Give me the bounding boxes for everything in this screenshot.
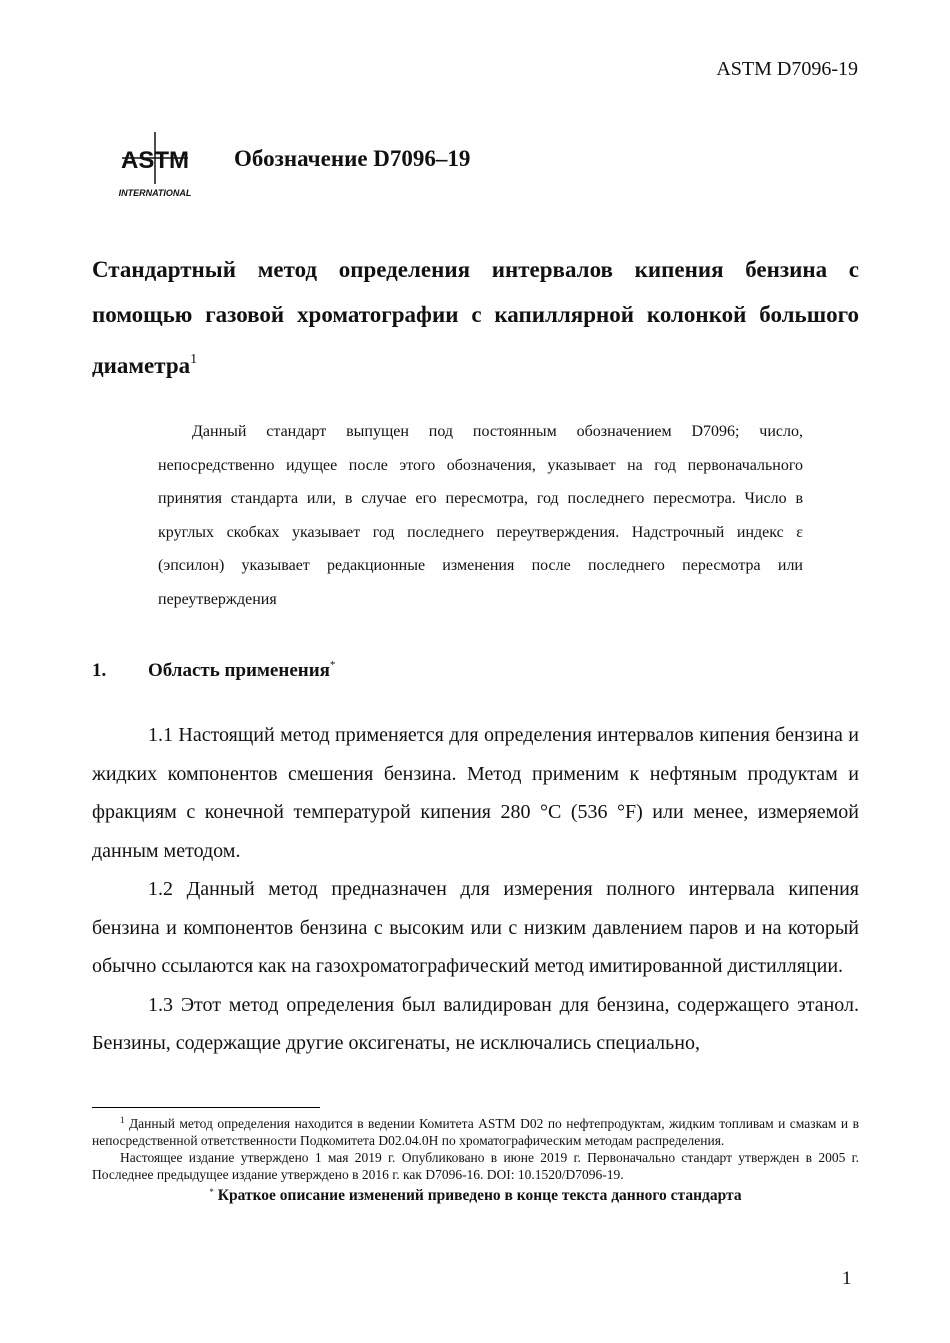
footnotes	[92, 1112, 859, 1204]
section-number: 1.	[92, 660, 107, 681]
logo-text: ASTM	[121, 147, 189, 174]
section-heading-mark: *	[329, 659, 336, 671]
title-text: Стандартный метод определения интервалов кипения бензина с помощью газовой хроматографии с капиллярной колонкой большого диаметра	[92, 257, 859, 378]
footnote-1-text: Данный метод определения находится в ведении Комитета ASTM D02 по нефтепродуктам, жидким топливам и смазкам и в непосредственной ответственности Подкомитета D02.04.0H по хроматографическим методам распределения.	[92, 1116, 859, 1148]
section-heading	[92, 659, 335, 682]
footnote-star-mark: *	[209, 1187, 214, 1197]
designation-heading: Обозначение D7096–19	[234, 146, 471, 171]
footnote-star-text: Краткое описание изменений приведено в конце текста данного стандарта	[217, 1187, 742, 1204]
document-header-id: ASTM D7096-19	[716, 58, 858, 80]
paragraph-1-2: 1.2 Данный метод предназначен для измерения полного интервала кипения бензина и компонентов бензина с высоким или с низким давлением паров и на который обычно ссылаются как на газохроматографический метод имитированной дистилляции.	[92, 878, 859, 977]
page-number: 1	[842, 1268, 852, 1289]
footnote-2: Настоящее издание утверждено 1 мая 2019 г. Опубликовано в июне 2019 г. Первоначально стандарт утвержден в 2005 г. Последнее предыдущее издание утверждено в 2016 г. как D7096-16. DOI: 10.1520/D7096-19.	[92, 1150, 859, 1182]
logo-subtext: INTERNATIONAL	[118, 188, 192, 198]
footnote-separator	[92, 1107, 320, 1108]
section-body	[92, 716, 859, 1063]
intro-paragraph: Данный стандарт выпущен под постоянным обозначением D7096; число, непосредственно идущее после этого обозначения, указывает на год первоначального принятия стандарта или, в случае его пересмотра, год последнего пересмотра. Число в круглых скобках указывает год последнего переутверждения. Надстрочный индекс ε (эпсилон) указывает редакционные изменения после последнего пересмотра или переутверждения	[158, 423, 803, 608]
intro-note	[158, 415, 803, 616]
title-footnote-mark: 1	[190, 352, 198, 367]
astm-logo	[112, 130, 198, 200]
paragraph-1-3: 1.3 Этот метод определения был валидирован для бензина, содержащего этанол. Бензины, содержащие другие оксигенаты, не исключались специально,	[92, 993, 859, 1054]
paragraph-1-1: 1.1 Настоящий метод применяется для определения интервалов кипения бензина и жидких компонентов смешения бензина. Метод применим к нефтяным продуктам и фракциям с конечной температурой кипения 280 °С (536 °F) или менее, измеряемой данным методом.	[92, 724, 859, 862]
footnote-1	[92, 1112, 859, 1149]
footnote-1-mark: 1	[120, 1115, 125, 1125]
document-title	[92, 247, 859, 388]
section-title: Область применения	[148, 660, 330, 681]
footnote-star	[92, 1184, 859, 1204]
